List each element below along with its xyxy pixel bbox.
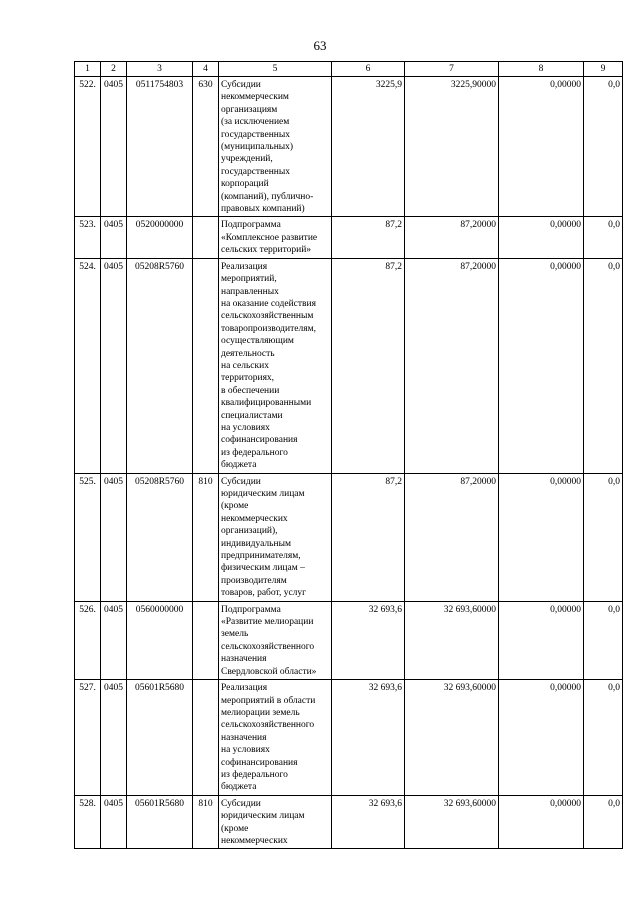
expense-type-cell (193, 680, 219, 796)
target-article-cell: 0511754803 (127, 77, 193, 217)
percent-cell: 0,0 (584, 258, 623, 473)
item-name-line: мероприятий, (221, 274, 277, 285)
item-name-cell (219, 473, 332, 601)
item-name-line: сельскохозяйственного (221, 720, 315, 731)
header-cell: 7 (405, 62, 499, 77)
table-row (75, 217, 623, 258)
item-name-line: на оказание содействия (221, 298, 316, 309)
approved-amount-cell: 3225,90000 (405, 77, 499, 217)
percent-cell: 0,0 (584, 680, 623, 796)
item-name-line: (муниципальных) (221, 142, 294, 153)
item-name-line: бюджета (221, 782, 257, 793)
item-name-line: Субсидии (221, 798, 261, 809)
table-row (75, 77, 623, 217)
federal-amount-cell: 0,00000 (499, 680, 584, 796)
table-row (75, 473, 623, 601)
amount-cell: 87,2 (332, 217, 405, 258)
item-name-line: из федерального (221, 447, 288, 458)
approved-amount-cell: 87,20000 (405, 217, 499, 258)
approved-amount-cell: 87,20000 (405, 258, 499, 473)
federal-amount-cell: 0,00000 (499, 473, 584, 601)
item-name-line: в обеспечении (221, 385, 280, 396)
item-name-line: организациям (221, 104, 278, 115)
item-name-line: «Комплексное развитие (221, 232, 318, 243)
target-article-cell: 0560000000 (127, 601, 193, 679)
table-row (75, 258, 623, 473)
item-name-cell (219, 217, 332, 258)
approved-amount-cell: 87,20000 (405, 473, 499, 601)
item-name-line: сельских территорий» (221, 245, 312, 256)
item-name-line: предпринимателям, (221, 551, 301, 562)
percent-cell: 0,0 (584, 217, 623, 258)
header-cell: 2 (101, 62, 127, 77)
row-number-cell: 527. (75, 680, 101, 796)
item-name-line: на сельских (221, 360, 269, 371)
section-code-cell: 0405 (101, 795, 127, 849)
expense-type-cell: 810 (193, 795, 219, 849)
approved-amount-cell: 32 693,60000 (405, 601, 499, 679)
item-name-line: учреждений, (221, 154, 273, 165)
item-name-line: направленных (221, 286, 279, 297)
percent-cell: 0,0 (584, 601, 623, 679)
item-name-line: правовых компаний) (221, 204, 305, 215)
item-name-line: сельскохозяйственного (221, 641, 315, 652)
table-row (75, 601, 623, 679)
header-cell: 4 (193, 62, 219, 77)
percent-cell: 0,0 (584, 473, 623, 601)
item-name-line: Свердловской области» (221, 666, 317, 677)
item-name-line: деятельность (221, 348, 275, 359)
item-name-line: некоммерческим (221, 92, 289, 103)
federal-amount-cell: 0,00000 (499, 258, 584, 473)
item-name-line: Реализация (221, 261, 268, 272)
expense-type-cell: 630 (193, 77, 219, 217)
header-cell: 6 (332, 62, 405, 77)
federal-amount-cell: 0,00000 (499, 217, 584, 258)
item-name-cell (219, 795, 332, 849)
section-code-cell: 0405 (101, 217, 127, 258)
item-name-line: некоммерческих (221, 835, 288, 846)
approved-amount-cell: 32 693,60000 (405, 795, 499, 849)
amount-cell: 87,2 (332, 258, 405, 473)
item-name-line: товаров, работ, услуг (221, 588, 307, 599)
item-name-line: на условиях (221, 745, 270, 756)
item-name-line: мероприятий в области (221, 695, 316, 706)
row-number-cell: 526. (75, 601, 101, 679)
item-name-line: организаций), (221, 526, 278, 537)
item-name-cell (219, 77, 332, 217)
budget-table (74, 61, 623, 849)
table-row (75, 795, 623, 849)
item-name-line: Подпрограмма (221, 220, 281, 231)
amount-cell: 32 693,6 (332, 795, 405, 849)
item-name-line: государственных (221, 166, 291, 177)
header-cell: 5 (219, 62, 332, 77)
section-code-cell: 0405 (101, 473, 127, 601)
item-name-line: назначения (221, 654, 267, 665)
percent-cell: 0,0 (584, 795, 623, 849)
item-name-line: (компаний), публично- (221, 191, 314, 202)
item-name-cell (219, 601, 332, 679)
row-number-cell: 524. (75, 258, 101, 473)
percent-cell: 0,0 (584, 77, 623, 217)
item-name-line: государственных (221, 129, 291, 140)
page-number: 63 (313, 38, 327, 53)
item-name-line: назначения (221, 732, 267, 743)
row-number-cell: 522. (75, 77, 101, 217)
federal-amount-cell: 0,00000 (499, 77, 584, 217)
section-code-cell: 0405 (101, 258, 127, 473)
amount-cell: 32 693,6 (332, 601, 405, 679)
federal-amount-cell: 0,00000 (499, 795, 584, 849)
item-name-line: осуществляющим (221, 336, 294, 347)
header-cell: 8 (499, 62, 584, 77)
item-name-cell (219, 258, 332, 473)
item-name-line: специалистами (221, 410, 283, 421)
row-number-cell: 528. (75, 795, 101, 849)
item-name-line: из федерального (221, 769, 288, 780)
header-cell: 9 (584, 62, 623, 77)
item-name-line: мелиорации земель (221, 707, 300, 718)
table-row (75, 680, 623, 796)
item-name-line: софинансирования (221, 757, 298, 768)
item-name-line: бюджета (221, 460, 257, 471)
row-number-cell: 523. (75, 217, 101, 258)
amount-cell: 32 693,6 (332, 680, 405, 796)
item-name-line: квалифицированными (221, 398, 312, 409)
item-name-line: «Развитие мелиорации (221, 617, 314, 628)
section-code-cell: 0405 (101, 77, 127, 217)
item-name-line: Субсидии (221, 80, 261, 90)
item-name-line: Реализация (221, 683, 268, 694)
item-name-line: производителям (221, 575, 287, 586)
item-name-line: Подпрограмма (221, 604, 281, 615)
item-name-line: юридическим лицам (221, 811, 305, 822)
amount-cell: 3225,9 (332, 77, 405, 217)
item-name-line: территориях, (221, 373, 275, 384)
section-code-cell: 0405 (101, 680, 127, 796)
header-row (75, 62, 623, 77)
target-article-cell: 05208R5760 (127, 258, 193, 473)
target-article-cell: 05208R5760 (127, 473, 193, 601)
target-article-cell: 05601R5680 (127, 795, 193, 849)
item-name-line: юридическим лицам (221, 489, 305, 499)
expense-type-cell (193, 217, 219, 258)
section-code-cell: 0405 (101, 601, 127, 679)
expense-type-cell: 810 (193, 473, 219, 601)
amount-cell: 87,2 (332, 473, 405, 601)
item-name-line: на условиях (221, 422, 270, 433)
item-name-line: земель (221, 629, 249, 640)
header-cell: 3 (127, 62, 193, 77)
item-name-line: (за исключением (221, 117, 290, 128)
item-name-line: некоммерческих (221, 513, 288, 524)
item-name-line: софинансирования (221, 435, 298, 446)
item-name-line: товаропроизводителям, (221, 323, 316, 334)
item-name-line: физическим лицам – (221, 563, 305, 574)
item-name-line: индивидуальным (221, 538, 291, 549)
row-number-cell: 525. (75, 473, 101, 601)
federal-amount-cell: 0,00000 (499, 601, 584, 679)
target-article-cell: 05601R5680 (127, 680, 193, 796)
item-name-line: (кроме (221, 501, 249, 512)
expense-type-cell (193, 258, 219, 473)
header-cell: 1 (75, 62, 101, 77)
item-name-line: корпораций (221, 179, 269, 190)
target-article-cell: 0520000000 (127, 217, 193, 258)
expense-type-cell (193, 601, 219, 679)
approved-amount-cell: 32 693,60000 (405, 680, 499, 796)
item-name-line: сельскохозяйственным (221, 311, 314, 322)
item-name-cell (219, 680, 332, 796)
item-name-line: Субсидии (221, 476, 261, 487)
item-name-line: (кроме (221, 823, 249, 834)
